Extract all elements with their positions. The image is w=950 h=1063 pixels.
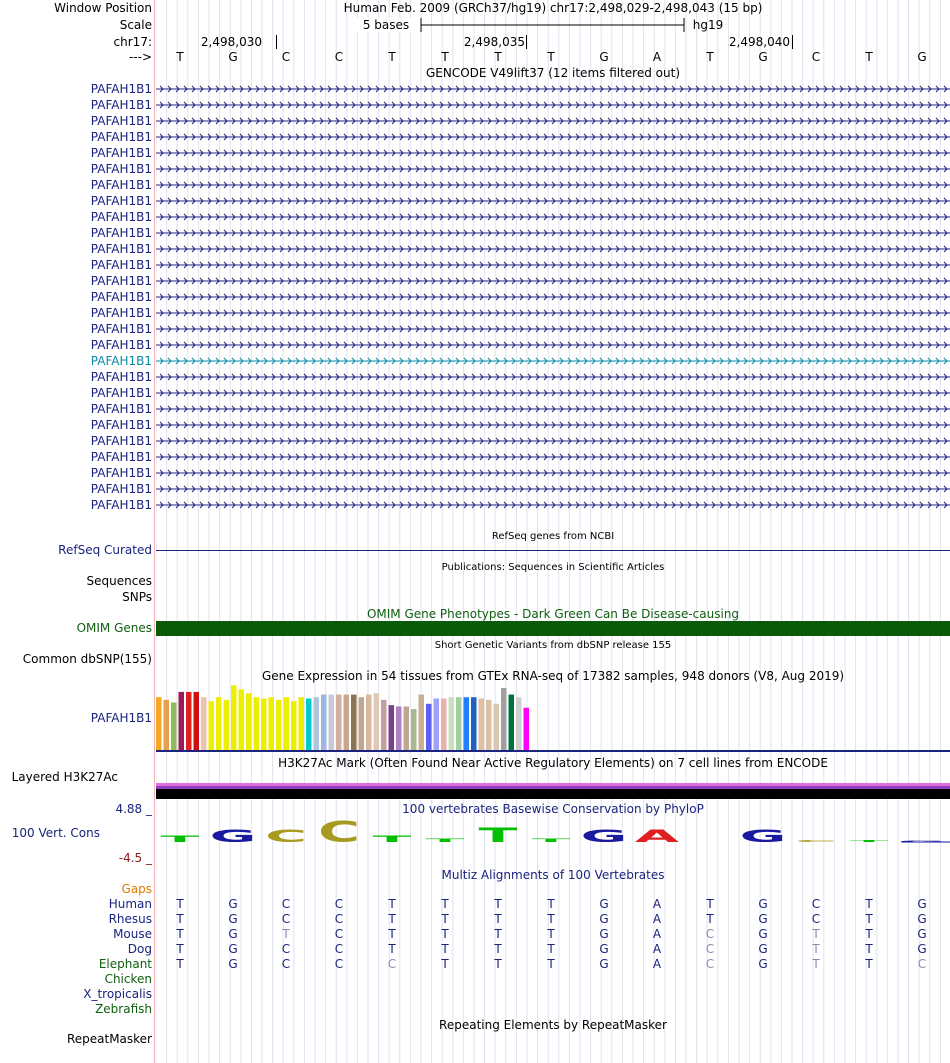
cons-label[interactable]: 100 Vert. Cons: [11, 826, 100, 840]
gencode-transcript[interactable]: [156, 130, 950, 144]
conservation-letter: T: [478, 824, 518, 846]
gtex-tissue-bar[interactable]: [381, 700, 387, 750]
alignment-base: T: [812, 942, 820, 956]
alignment-base: T: [388, 927, 396, 941]
gtex-tissue-bar[interactable]: [464, 697, 470, 750]
gencode-transcript[interactable]: [156, 434, 950, 448]
alignment-base: G: [917, 927, 927, 941]
gencode-transcript[interactable]: [156, 354, 950, 368]
gtex-tissue-bar[interactable]: [171, 702, 177, 750]
gtex-tissue-bar[interactable]: [441, 699, 447, 750]
alignment-base: G: [599, 942, 609, 956]
alignment-base: C: [334, 927, 344, 941]
window-position-label: Window Position: [54, 1, 152, 15]
reference-base: T: [865, 50, 873, 64]
alignment-base: T: [812, 957, 820, 971]
species-label[interactable]: X_tropicalis: [83, 987, 152, 1001]
conservation-letter: C: [265, 826, 307, 846]
gtex-tissue-bar[interactable]: [224, 700, 230, 750]
alignment-base: G: [599, 957, 609, 971]
gtex-tissue-bar[interactable]: [449, 697, 455, 750]
alignment-base: G: [599, 912, 609, 926]
reference-base: G: [917, 50, 927, 64]
species-label[interactable]: Dog: [127, 942, 152, 956]
alignment-base: T: [388, 912, 396, 926]
cons-ymax: 4.88 _: [115, 802, 152, 816]
gencode-gene-label[interactable]: PAFAH1B1: [90, 210, 152, 224]
gencode-gene-label[interactable]: PAFAH1B1: [90, 82, 152, 96]
reference-base: T: [547, 50, 555, 64]
reference-base: G: [599, 50, 609, 64]
alignment-base: G: [228, 897, 238, 911]
alignment-base: G: [599, 927, 609, 941]
alignment-base: T: [388, 897, 396, 911]
gencode-gene-label[interactable]: PAFAH1B1: [90, 130, 152, 144]
gaps-label: Gaps: [121, 882, 152, 896]
alignment-base: T: [494, 927, 502, 941]
reference-base: C: [281, 50, 291, 64]
alignment-base: T: [494, 897, 502, 911]
gencode-gene-label[interactable]: PAFAH1B1: [90, 242, 152, 256]
gencode-transcript[interactable]: [156, 226, 950, 240]
gtex-tissue-bar[interactable]: [209, 701, 215, 750]
gencode-gene-label[interactable]: PAFAH1B1: [90, 466, 152, 480]
conservation-letter: C: [795, 839, 837, 843]
gencode-gene-label[interactable]: PAFAH1B1: [90, 338, 152, 352]
conservation-letter: T: [372, 833, 412, 845]
window-position-text: Human Feb. 2009 (GRCh37/hg19) chr17:2,498,029-2,498,043 (15 bp): [343, 1, 763, 15]
cons-ymin: -4.5 _: [118, 851, 152, 865]
alignment-base: T: [812, 927, 820, 941]
gencode-gene-label[interactable]: PAFAH1B1: [90, 498, 152, 512]
gtex-chart[interactable]: [156, 684, 950, 754]
coord-2-tick: [526, 35, 527, 49]
gencode-transcript[interactable]: [156, 258, 950, 272]
gencode-transcript[interactable]: [156, 178, 950, 192]
alignment-base: T: [865, 957, 873, 971]
gencode-transcript[interactable]: [156, 498, 950, 512]
species-label[interactable]: Zebrafish: [95, 1002, 152, 1016]
alignment-base: T: [176, 927, 184, 941]
alignment-base: C: [334, 942, 344, 956]
conservation-letter: T: [849, 839, 889, 843]
conservation-letter: A: [634, 826, 680, 846]
conservation-letter: G: [209, 826, 257, 846]
gtex-tissue-bar[interactable]: [471, 697, 477, 750]
conservation-letter: G: [898, 840, 946, 843]
alignment-base: G: [599, 897, 609, 911]
gencode-transcript[interactable]: [156, 82, 950, 96]
gtex-tissue-bar[interactable]: [231, 685, 237, 750]
conservation-letter: G: [739, 826, 787, 846]
alignment-base: G: [228, 957, 238, 971]
gencode-transcript[interactable]: [156, 306, 950, 320]
alignment-base: C: [705, 927, 715, 941]
gtex-tissue-bar[interactable]: [426, 704, 432, 750]
gtex-tissue-bar[interactable]: [411, 709, 417, 750]
alignment-base: T: [176, 897, 184, 911]
gtex-tissue-bar[interactable]: [239, 689, 245, 750]
gtex-tissue-bar[interactable]: [291, 701, 297, 750]
coord-3-tick: [792, 35, 793, 49]
reference-base: C: [334, 50, 344, 64]
gtex-tissue-bar[interactable]: [261, 699, 267, 750]
alignment-base: G: [758, 942, 768, 956]
gtex-tissue-bar[interactable]: [186, 692, 192, 750]
snps-label[interactable]: SNPs: [122, 590, 152, 604]
omim-feature[interactable]: [156, 621, 950, 636]
gtex-tissue-bar[interactable]: [156, 697, 162, 750]
omim-title: OMIM Gene Phenotypes - Dark Green Can Be Disease-causing: [366, 607, 740, 621]
coord-1: 2,498,030: [200, 35, 262, 49]
gtex-tissue-bar[interactable]: [501, 688, 507, 750]
alignment-base: T: [865, 912, 873, 926]
alignment-base: C: [705, 957, 715, 971]
species-label[interactable]: Mouse: [113, 927, 152, 941]
alignment-base: T: [176, 957, 184, 971]
alignment-base: T: [547, 957, 555, 971]
conservation-letter: G: [580, 826, 628, 846]
reference-base: A: [652, 50, 662, 64]
gencode-transcript[interactable]: [156, 210, 950, 224]
gtex-tissue-bar[interactable]: [246, 693, 252, 750]
alignment-base: T: [494, 912, 502, 926]
gtex-tissue-bar[interactable]: [524, 708, 530, 750]
alignment-base: A: [652, 897, 662, 911]
alignment-base: T: [176, 942, 184, 956]
gencode-gene-label[interactable]: PAFAH1B1: [90, 322, 152, 336]
alignment-base: T: [176, 912, 184, 926]
gtex-tissue-bar[interactable]: [396, 706, 402, 750]
gencode-transcript[interactable]: [156, 386, 950, 400]
coord-3: 2,498,040: [728, 35, 790, 49]
gtex-tissue-bar[interactable]: [389, 705, 395, 750]
gtex-tissue-bar[interactable]: [201, 697, 207, 750]
gencode-gene-label[interactable]: PAFAH1B1: [90, 98, 152, 112]
gencode-gene-label[interactable]: PAFAH1B1: [90, 386, 152, 400]
gtex-tissue-bar[interactable]: [351, 695, 357, 750]
gencode-transcript[interactable]: [156, 322, 950, 336]
alignment-base: T: [441, 942, 449, 956]
repeatmasker-label[interactable]: RepeatMasker: [66, 1032, 152, 1046]
alignment-base: C: [387, 957, 397, 971]
gencode-transcript[interactable]: [156, 450, 950, 464]
alignment-base: T: [441, 897, 449, 911]
reference-base: T: [706, 50, 714, 64]
gtex-tissue-bar[interactable]: [374, 693, 380, 750]
alignment-base: T: [282, 927, 290, 941]
scale-text: 5 bases: [356, 18, 416, 32]
alignment-base: T: [547, 897, 555, 911]
alignment-base: T: [494, 942, 502, 956]
alignment-base: T: [547, 912, 555, 926]
alignment-base: G: [228, 927, 238, 941]
gtex-title: Gene Expression in 54 tissues from GTEx RNA-seq of 17382 samples, 948 donors (V8, Aug 2019): [261, 669, 845, 683]
gtex-tissue-bar[interactable]: [509, 695, 515, 750]
gencode-transcript[interactable]: [156, 418, 950, 432]
alignment-base: G: [758, 927, 768, 941]
gtex-tissue-bar[interactable]: [276, 700, 282, 750]
gencode-transcript[interactable]: [156, 114, 950, 128]
reference-base: T: [441, 50, 449, 64]
scale-bar: [156, 16, 950, 34]
gtex-tissue-bar[interactable]: [366, 695, 372, 750]
reference-base: G: [228, 50, 238, 64]
alignment-base: G: [758, 912, 768, 926]
gencode-gene-label[interactable]: PAFAH1B1: [90, 162, 152, 176]
alignment-base: C: [281, 912, 291, 926]
alignment-base: C: [281, 897, 291, 911]
assembly-label: hg19: [692, 18, 724, 32]
conservation-letter: T: [160, 833, 200, 845]
h3k27ac-layer-3: [156, 789, 950, 799]
gtex-tissue-bar[interactable]: [516, 697, 522, 750]
gtex-tissue-bar[interactable]: [479, 699, 485, 750]
gtex-tissue-bar[interactable]: [164, 700, 170, 750]
gencode-transcript[interactable]: [156, 482, 950, 496]
gencode-transcript[interactable]: [156, 402, 950, 416]
repeatmasker-title: Repeating Elements by RepeatMasker: [439, 1018, 667, 1032]
gtex-tissue-bar[interactable]: [434, 699, 440, 750]
gencode-gene-label[interactable]: PAFAH1B1: [90, 114, 152, 128]
gencode-transcript[interactable]: [156, 98, 950, 112]
gtex-tissue-bar[interactable]: [494, 704, 500, 750]
gencode-gene-label[interactable]: PAFAH1B1: [90, 450, 152, 464]
h3k27ac-label[interactable]: Layered H3K27Ac: [11, 770, 118, 784]
species-label[interactable]: Human: [108, 897, 152, 911]
alignment-base: C: [334, 912, 344, 926]
refseq-feature[interactable]: [156, 550, 950, 551]
gencode-gene-label[interactable]: PAFAH1B1: [90, 402, 152, 416]
alignment-base: C: [334, 957, 344, 971]
strand-label: --->: [128, 50, 152, 64]
gtex-tissue-bar[interactable]: [284, 697, 290, 750]
gtex-tissue-bar[interactable]: [419, 695, 425, 750]
gencode-gene-label[interactable]: PAFAH1B1: [90, 354, 152, 368]
gencode-title: GENCODE V49lift37 (12 items filtered out): [425, 66, 680, 80]
gtex-tissue-bar[interactable]: [336, 695, 342, 750]
publications-title: Publications: Sequences in Scientific Articles: [441, 562, 665, 573]
cons-title: 100 vertebrates Basewise Conservation by PhyloP: [402, 802, 704, 816]
reference-base: T: [494, 50, 502, 64]
coord-2: 2,498,035: [463, 35, 525, 49]
gencode-transcript[interactable]: [156, 290, 950, 304]
alignment-base: G: [758, 957, 768, 971]
species-label[interactable]: Chicken: [104, 972, 152, 986]
gtex-tissue-bar[interactable]: [179, 692, 185, 750]
alignment-base: G: [917, 897, 927, 911]
gencode-gene-label[interactable]: PAFAH1B1: [90, 146, 152, 160]
alignment-base: T: [865, 942, 873, 956]
gencode-gene-label[interactable]: PAFAH1B1: [90, 290, 152, 304]
dbsnp-title: Short Genetic Variants from dbSNP release 155: [434, 640, 672, 651]
omim-label[interactable]: OMIM Genes: [76, 621, 152, 635]
dbsnp-label[interactable]: Common dbSNP(155): [22, 652, 152, 666]
h3k27ac-title: H3K27Ac Mark (Often Found Near Active Regulatory Elements) on 7 cell lines from ENCODE: [278, 756, 828, 770]
gtex-tissue-bar[interactable]: [216, 697, 222, 750]
gtex-label[interactable]: PAFAH1B1: [90, 711, 152, 725]
gtex-tissue-bar[interactable]: [344, 695, 350, 750]
alignment-base: C: [334, 897, 344, 911]
species-label[interactable]: Elephant: [98, 957, 152, 971]
alignment-base: G: [228, 942, 238, 956]
gtex-tissue-bar[interactable]: [299, 697, 305, 750]
alignment-base: T: [441, 912, 449, 926]
alignment-base: G: [917, 912, 927, 926]
conservation-letter: C: [318, 816, 360, 846]
alignment-base: T: [441, 927, 449, 941]
alignment-base: C: [811, 897, 821, 911]
gtex-tissue-bar[interactable]: [321, 695, 327, 750]
alignment-base: T: [441, 957, 449, 971]
gtex-tissue-bar[interactable]: [404, 706, 410, 750]
alignment-base: C: [705, 942, 715, 956]
gencode-transcript[interactable]: [156, 194, 950, 208]
conservation-logo[interactable]: [156, 816, 950, 846]
gencode-gene-label[interactable]: PAFAH1B1: [90, 482, 152, 496]
alignment-base: T: [706, 912, 714, 926]
alignment-base: A: [652, 942, 662, 956]
alignment-base: A: [652, 957, 662, 971]
alignment-base: T: [865, 927, 873, 941]
gencode-gene-label[interactable]: PAFAH1B1: [90, 226, 152, 240]
reference-base: T: [388, 50, 396, 64]
gtex-tissue-bar[interactable]: [486, 700, 492, 750]
gencode-gene-label[interactable]: PAFAH1B1: [90, 434, 152, 448]
gencode-transcript[interactable]: [156, 242, 950, 256]
reference-base: C: [811, 50, 821, 64]
alignment-base: C: [281, 957, 291, 971]
scale-label: Scale: [119, 18, 152, 32]
reference-base: G: [758, 50, 768, 64]
alignment-base: T: [388, 942, 396, 956]
gtex-tissue-bar[interactable]: [456, 697, 462, 750]
alignment-base: G: [758, 897, 768, 911]
gtex-tissue-bar[interactable]: [306, 699, 312, 750]
refseq-title: RefSeq genes from NCBI: [491, 531, 615, 542]
sequences-label[interactable]: Sequences: [86, 574, 152, 588]
coord-1-tick: [276, 35, 277, 49]
species-label[interactable]: Rhesus: [108, 912, 152, 926]
alignment-base: T: [494, 957, 502, 971]
alignment-base: T: [547, 927, 555, 941]
alignment-base: C: [281, 942, 291, 956]
multiz-title: Multiz Alignments of 100 Vertebrates: [441, 868, 665, 882]
alignment-base: T: [547, 942, 555, 956]
alignment-base: C: [811, 912, 821, 926]
gencode-gene-label[interactable]: PAFAH1B1: [90, 306, 152, 320]
gencode-transcript[interactable]: [156, 162, 950, 176]
gencode-gene-label[interactable]: PAFAH1B1: [90, 178, 152, 192]
alignment-base: A: [652, 912, 662, 926]
gencode-transcript[interactable]: [156, 466, 950, 480]
gencode-gene-label[interactable]: PAFAH1B1: [90, 274, 152, 288]
alignment-base: T: [865, 897, 873, 911]
gencode-transcript[interactable]: [156, 370, 950, 384]
alignment-base: A: [652, 927, 662, 941]
gencode-gene-label[interactable]: PAFAH1B1: [90, 258, 152, 272]
alignment-base: C: [917, 957, 927, 971]
alignment-base: T: [706, 897, 714, 911]
gtex-tissue-bar[interactable]: [254, 697, 260, 750]
gencode-transcript[interactable]: [156, 274, 950, 288]
chrom-label: chr17:: [113, 35, 152, 49]
gtex-tissue-bar[interactable]: [329, 695, 335, 750]
alignment-base: G: [917, 942, 927, 956]
conservation-letter: T: [425, 837, 465, 844]
gencode-gene-label[interactable]: PAFAH1B1: [90, 194, 152, 208]
refseq-label[interactable]: RefSeq Curated: [58, 543, 152, 557]
gencode-gene-label[interactable]: PAFAH1B1: [90, 418, 152, 432]
gencode-transcript[interactable]: [156, 338, 950, 352]
alignment-base: G: [228, 912, 238, 926]
gtex-tissue-bar[interactable]: [314, 697, 320, 750]
gencode-transcript[interactable]: [156, 146, 950, 160]
reference-base: T: [176, 50, 184, 64]
gtex-tissue-bar[interactable]: [269, 697, 275, 750]
gtex-tissue-bar[interactable]: [194, 692, 200, 750]
gtex-tissue-bar[interactable]: [359, 697, 365, 750]
conservation-letter: T: [531, 837, 571, 844]
gencode-gene-label[interactable]: PAFAH1B1: [90, 370, 152, 384]
